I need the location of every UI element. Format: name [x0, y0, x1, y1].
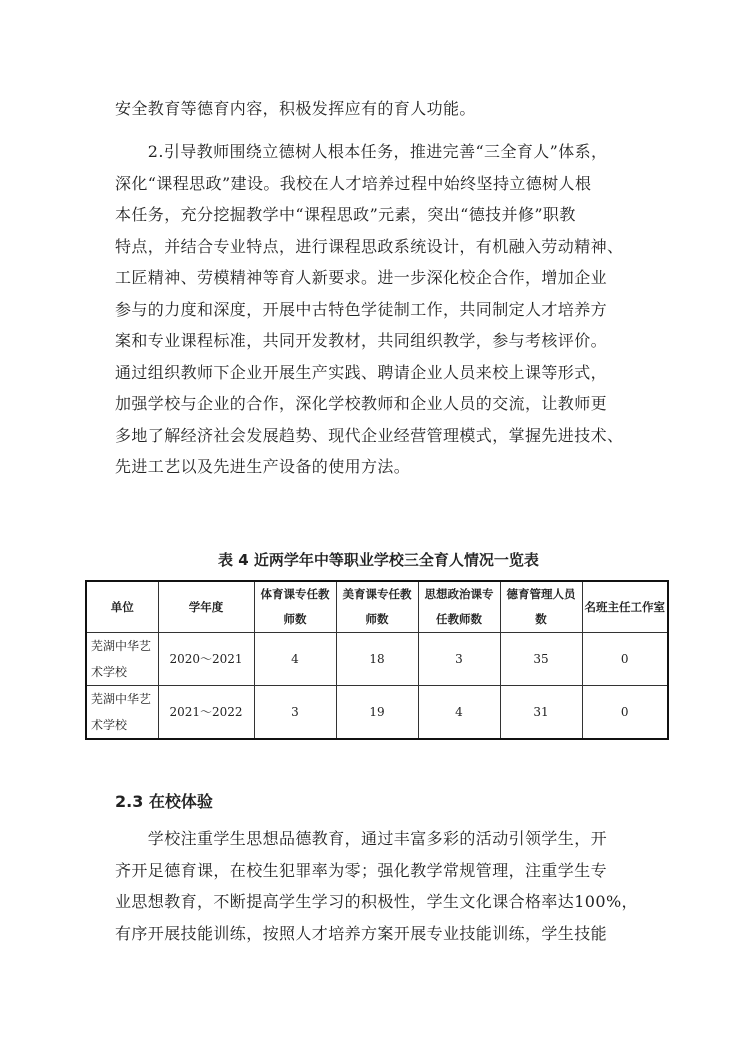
text-line: 案和专业课程标准，共同开发教材，共同组织教学，参与考核评价。	[115, 331, 608, 350]
paragraph-campus-experience	[115, 823, 642, 949]
table-cell: 2020～2021	[158, 633, 254, 686]
table-cell: 芜湖中华艺术学校	[86, 633, 158, 686]
text-line: 2.引导教师围绕立德树人根本任务，推进完善“三全育人”体系，	[115, 142, 608, 161]
table-row	[86, 633, 668, 686]
text-line: 特点，并结合专业特点，进行课程思政系统设计，有机融入劳动精神、	[115, 236, 624, 256]
table-cell: 35	[500, 633, 582, 686]
column-header: 思想政治课专任教师数	[418, 581, 500, 633]
column-header: 美育课专任教师数	[336, 581, 418, 633]
table-cell: 3	[418, 633, 500, 686]
education-stats-table	[85, 580, 669, 740]
table-caption: 表 4 近两学年中等职业学校三全育人情况一览表	[218, 551, 539, 569]
text-line: 参与的力度和深度，开展中古特色学徒制工作，共同制定人才培养方	[115, 299, 608, 319]
text-line: 齐开足德育课，在校生犯罪率为零；强化教学常规管理，注重学生专	[115, 860, 608, 880]
text-line: 安全教育等德育内容，积极发挥应有的育人功能。	[115, 99, 476, 118]
paragraph-teacher-guidance	[115, 136, 642, 483]
text-line: 学校注重学生思想品德教育，通过丰富多彩的活动引领学生，开	[115, 829, 608, 848]
text-line: 业思想教育，不断提高学生学习的积极性，学生文化课合格率达100%，	[115, 892, 638, 911]
table-cell: 2021～2022	[158, 686, 254, 740]
table-cell: 0	[582, 686, 668, 740]
table-row	[86, 686, 668, 740]
table-cell: 4	[418, 686, 500, 740]
table-cell: 0	[582, 633, 668, 686]
column-header: 体育课专任教师数	[254, 581, 336, 633]
text-line: 先进工艺以及先进生产设备的使用方法。	[115, 457, 411, 476]
text-line: 加强学校与企业的合作，深化学校教师和企业人员的交流，让教师更	[115, 394, 608, 413]
table-cell: 19	[336, 686, 418, 740]
table-cell: 31	[500, 686, 582, 740]
text-line: 有序开展技能训练，按照人才培养方案开展专业技能训练，学生技能	[115, 923, 608, 943]
text-line: 通过组织教师下企业开展生产实践、聘请企业人员来校上课等形式，	[115, 362, 608, 382]
table-header-row	[86, 581, 668, 633]
section-heading: 2.3 在校体验	[115, 792, 213, 811]
text-line: 本任务，充分挖掘教学中“课程思政”元素，突出“德技并修”职教	[115, 205, 576, 224]
column-header: 单位	[86, 581, 158, 633]
table-cell: 芜湖中华艺术学校	[86, 686, 158, 740]
paragraph-intro-tail	[115, 93, 642, 125]
table-cell: 3	[254, 686, 336, 740]
table-cell: 18	[336, 633, 418, 686]
text-line: 深化“课程思政”建设。我校在人才培养过程中始终坚持立德树人根	[115, 173, 592, 193]
column-header: 学年度	[158, 581, 254, 633]
text-line: 工匠精神、劳模精神等育人新要求。进一步深化校企合作，增加企业	[115, 268, 608, 287]
column-header: 名班主任工作室	[582, 581, 668, 633]
text-line: 多地了解经济社会发展趋势、现代企业经营管理模式，掌握先进技术、	[115, 425, 624, 445]
table-cell: 4	[254, 633, 336, 686]
column-header: 德育管理人员数	[500, 581, 582, 633]
